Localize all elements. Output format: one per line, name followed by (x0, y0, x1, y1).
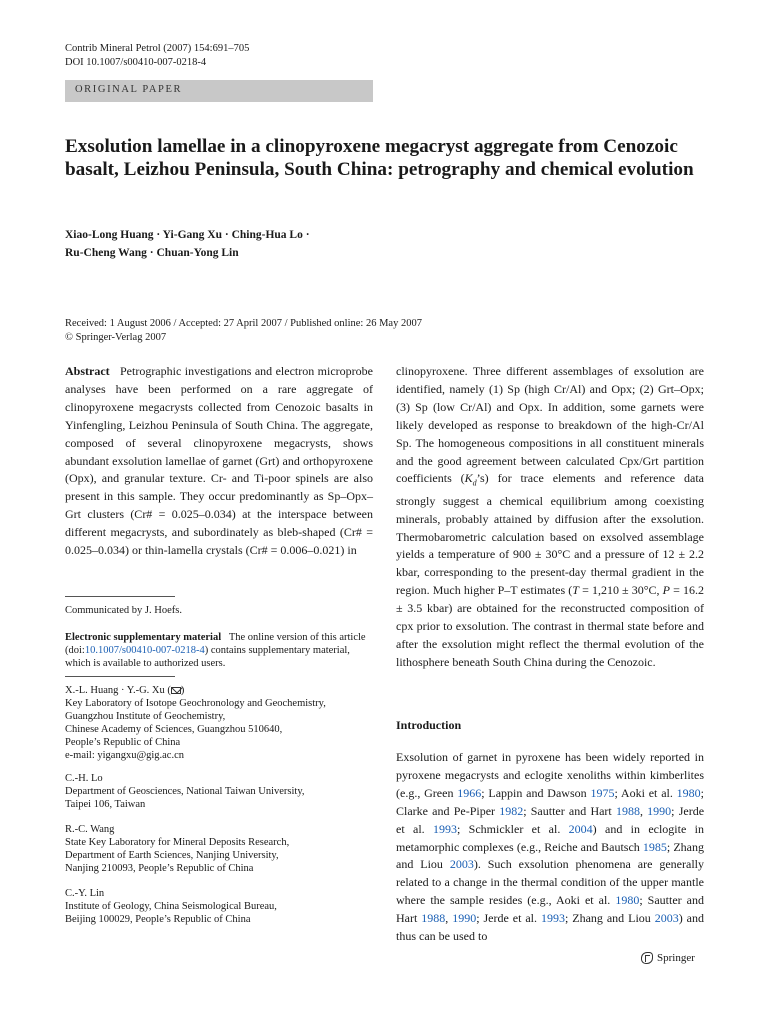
intro-text: ; Jerde et al. (396, 803, 705, 836)
springer-horse-icon (641, 952, 653, 964)
citation-link[interactable]: 1982 (499, 803, 524, 818)
intro-text: ; Zhang and Liou (396, 839, 704, 872)
publisher-name: Springer (657, 952, 695, 964)
temperature-symbol: T (572, 583, 579, 598)
esm-text-b: ) contains supplementary material, which is available to authorized users. (65, 645, 350, 669)
esm-text-a: The online version of this article (doi: (65, 632, 366, 656)
intro-text: ). Such exsolution phenomena are generally related to a change in the thermal condition of the upper mantle where the sample resides (e.g., Aoki et al. (396, 857, 704, 908)
introduction-text (396, 749, 704, 946)
citation-link[interactable]: 1988 (421, 911, 446, 926)
intro-text: ; Clarke and Pe-Piper (396, 785, 705, 818)
abstract-text-left: Petrographic investigations and electron microprobe analyses have been performed on a rare aggregate of clinopyroxene megacrysts collected from Cenozoic basalts in Yinfengling, Leizhou Peninsula of South China. The aggregate, composed of several clinopyroxene megacrysts, shows abundant exsolution lamellae of garnet (Grt) and orthopyroxene (Opx), and granular texture. Cr- and Ti-poor spinels are also present in this sample. They occur predominantly as Sp–Opx–Grt clusters (Cr# = 0.025–0.034) at the interspace between different megacrysts, and subordinately as bleb-shaped (Cr# = 0.025–0.034) or thin-lamella crystals (Cr# = 0.006–0.021) in (65, 364, 373, 558)
esm-note (65, 631, 373, 670)
envelope-icon (171, 687, 181, 694)
author-line-1: Xiao-Long Huang · Yi-Gang Xu · Ching-Hua Lo · (65, 229, 310, 241)
affiliation-names-4: C.-Y. Lin (65, 888, 105, 899)
affiliation-line: State Key Laboratory for Mineral Deposits Research, (65, 837, 290, 848)
esm-heading: Electronic supplementary material (65, 632, 222, 643)
citation-link[interactable]: 1990 (452, 911, 477, 926)
affiliation-line: Beijing 100029, People’s Republic of China (65, 914, 251, 925)
springer-logo (641, 952, 695, 964)
citation-link[interactable]: 1985 (642, 839, 667, 854)
affiliation-line: Department of Earth Sciences, Nanjing University, (65, 850, 279, 861)
introduction-heading: Introduction (396, 718, 462, 732)
abstract-text-right: clinopyroxene. Three different assemblages of exsolution are identified, namely (1) Sp (high Cr/Al) and Opx; (2) Grt–Opx; (3) Sp (low Cr/Al) and Opx. In addition, some garnets were likely developed as response to breakdown of the high-Cr/Al Sp. The homogeneous compositions in all constituent minerals and the good agreement between calculated Cpx/Grt partition coefficients ( (396, 364, 704, 486)
kd-subscript: d (472, 478, 477, 488)
intro-text: ; Schmickler et al. (457, 821, 569, 836)
publication-dates (65, 317, 422, 344)
affiliation-block-3 (65, 823, 373, 875)
affiliation-line: Taipei 106, Taiwan (65, 799, 146, 810)
intro-text: , (445, 911, 453, 926)
footnote-divider (65, 596, 175, 597)
affiliation-email[interactable]: e-mail: yigangxu@gig.ac.cn (65, 750, 185, 761)
doi-link[interactable]: 10.1007/s00410-007-0218-4 (84, 645, 205, 656)
intro-text: ; Zhang and Liou (564, 911, 655, 926)
intro-text: ; Sautter and Hart (396, 893, 704, 926)
affiliation-names-1: X.-L. Huang · Y.-G. Xu ( ) (65, 685, 185, 696)
affiliation-line: Nanjing 210093, People’s Republic of China (65, 863, 254, 874)
dates-line: Received: 1 August 2006 / Accepted: 27 April 2007 / Published online: 26 May 2007 (65, 318, 422, 329)
citation-link[interactable]: 1966 (457, 785, 482, 800)
kd-symbol: K (464, 471, 473, 486)
affiliation-names-2: C.-H. Lo (65, 773, 103, 784)
intro-text: Exsolution of garnet in pyroxene has been widely reported in pyroxene megacrysts and eclogite xenoliths within kimberlites (e.g., Green (396, 750, 704, 800)
abstract-text-right: = 16.2 ± 3.5 kbar) are obtained for the reconstructed composition of cpx prior to exsolution. The contrast in thermal state before and after the exsolution might reflect the thermal evolution of the lithosphere beneath South China during the Cenozoic. (396, 583, 704, 669)
intro-text: , (639, 803, 648, 818)
affiliation-block-4 (65, 887, 373, 926)
copyright-line: © Springer-Verlag 2007 (65, 331, 167, 343)
affiliation-line: Institute of Geology, China Seismological Bureau, (65, 901, 277, 912)
abstract-left-column (65, 363, 373, 560)
pressure-symbol: P (662, 583, 671, 598)
citation-link[interactable]: 1975 (590, 785, 615, 800)
citation-link[interactable]: 2004 (568, 821, 593, 836)
doi-line: DOI 10.1007/s00410-007-0218-4 (65, 57, 207, 68)
affiliation-line: Key Laboratory of Isotope Geochronology and Geochemistry, (65, 698, 326, 709)
affiliation-divider (65, 676, 175, 677)
journal-line: Contrib Mineral Petrol (2007) 154:691–705 (65, 43, 250, 54)
communicated-by: Communicated by J. Hoefs. (65, 605, 182, 616)
affiliation-line: People’s Republic of China (65, 737, 181, 748)
author-line-2: Ru-Cheng Wang · Chuan-Yong Lin (65, 246, 239, 259)
intro-text: ; Sautter and Hart (523, 803, 616, 818)
citation-link[interactable]: 1980 (676, 785, 701, 800)
journal-reference (65, 42, 249, 70)
affiliation-line: Guangzhou Institute of Geochemistry, (65, 711, 226, 722)
intro-text: ) and thus can be used to (396, 911, 704, 944)
citation-link[interactable]: 2003 (449, 857, 474, 872)
affiliation-line: Chinese Academy of Sciences, Guangzhou 510640, (65, 724, 283, 735)
paper-type-bar (65, 80, 373, 102)
citation-link[interactable]: 1993 (433, 821, 457, 836)
intro-text: ; Jerde et al. (476, 911, 541, 926)
affiliation-block-1 (65, 684, 373, 762)
paper-type-label: ORIGINAL PAPER (75, 84, 183, 95)
author-list (65, 227, 310, 262)
intro-text: ) and in eclogite in metamorphic complexes (e.g., Reiche and Bautsch (396, 821, 704, 854)
abstract-text-right: ’s) for trace elements and reference data strongly suggest a chemical equilibrium among coexisting minerals, probably attained by diffusion after the exsolution. Thermobarometric calculation based on exsolved assemblage yields a temperature of 900 ± 30°C and a pressure of 12 ± 2.2 kbar, corresponding to the present-day thermal gradient in the region. Much higher P–T estimates ( (396, 471, 704, 598)
abstract-right-column (396, 363, 704, 672)
abstract-heading: Abstract (65, 364, 110, 378)
citation-link[interactable]: 1990 (647, 803, 672, 818)
citation-link[interactable]: 1980 (615, 893, 640, 908)
affiliation-block-2 (65, 772, 373, 811)
citation-link[interactable]: 1993 (540, 911, 565, 926)
citation-link[interactable]: 1988 (615, 803, 640, 818)
paper-title: Exsolution lamellae in a clinopyroxene megacryst aggregate from Cenozoic basalt, Leizhou Peninsula, South China: petrography and chemical evolution (65, 136, 694, 180)
affiliation-names-3: R.-C. Wang (65, 824, 115, 835)
intro-text: ; Aoki et al. (614, 785, 677, 800)
intro-text: ; Lappin and Dawson (481, 785, 591, 800)
abstract-text-right: = 1,210 ± 30°C, (578, 583, 663, 598)
affiliation-line: Department of Geosciences, National Taiwan University, (65, 786, 305, 797)
citation-link[interactable]: 2003 (654, 911, 679, 926)
